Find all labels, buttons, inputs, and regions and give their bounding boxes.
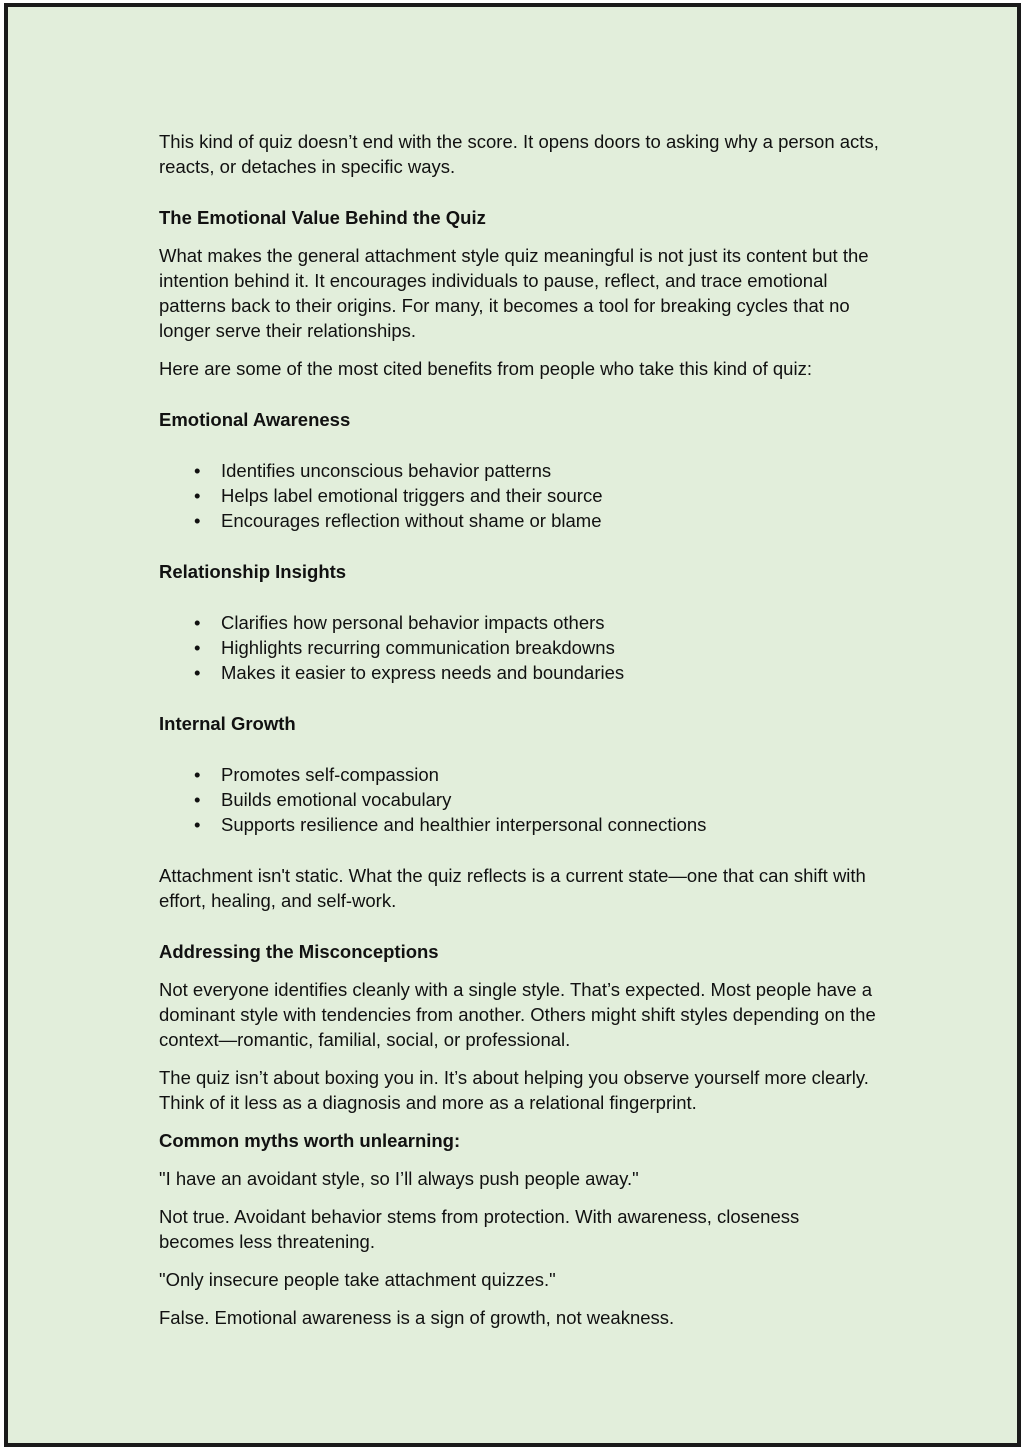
list-item [159,610,879,635]
list-item-text: Helps label emotional triggers and their source [221,485,603,506]
list-item-text: Promotes self-compassion [221,764,439,785]
bullet-icon: • [194,612,201,633]
list-item [159,483,879,508]
bullet-icon: • [194,485,201,506]
bullet-icon: • [194,637,201,658]
bullet-icon: • [194,789,201,810]
section-heading-emotional-awareness: Emotional Awareness [159,409,351,430]
emotional-value-paragraph-1: What makes the general attachment style quiz meaningful is not just its content but the intention behind it. It encourages individuals to pause, reflect, and trace emotional patterns back to their origins. For many, it becomes a tool for breaking cycles that no longer serve their relationships. [159,245,869,341]
page-frame [4,3,1021,1447]
relationship-insights-list [159,610,879,685]
myth-quote-2: "Only insecure people take attachment quizzes." [159,1269,556,1290]
myth-quote-1: "I have an avoidant style, so I’ll always push people away." [159,1168,639,1189]
bullet-icon: • [194,460,201,481]
attachment-note-paragraph: Attachment isn't static. What the quiz reflects is a current state—one that can shift with effort, healing, and self-work. [159,865,866,911]
bullet-icon: • [194,662,201,683]
misconceptions-paragraph-2: The quiz isn’t about boxing you in. It’s about helping you observe yourself more clearly. Think of it less as a diagnosis and more as a relational fingerprint. [159,1067,869,1113]
section-heading-emotional-value: The Emotional Value Behind the Quiz [159,207,486,228]
bullet-icon: • [194,814,201,835]
myth-answer-1: Not true. Avoidant behavior stems from protection. With awareness, closeness becomes less threatening. [159,1206,800,1252]
list-item [159,508,879,533]
list-item-text: Supports resilience and healthier interpersonal connections [221,814,707,835]
list-item-text: Clarifies how personal behavior impacts others [221,612,605,633]
list-item-text: Builds emotional vocabulary [221,789,452,810]
list-item-text: Encourages reflection without shame or blame [221,510,602,531]
list-item-text: Makes it easier to express needs and boundaries [221,662,625,683]
list-item-text: Identifies unconscious behavior patterns [221,460,552,481]
list-item [159,787,879,812]
list-item-text: Highlights recurring communication breakdowns [221,637,615,658]
list-item [159,458,879,483]
document-body [159,129,879,1343]
emotional-awareness-list [159,458,879,533]
list-item [159,762,879,787]
section-heading-internal-growth: Internal Growth [159,713,296,734]
bullet-icon: • [194,764,201,785]
section-heading-relationship-insights: Relationship Insights [159,561,347,582]
misconceptions-paragraph-1: Not everyone identifies cleanly with a single style. That’s expected. Most people have a dominant style with tendencies from another. Others might shift styles depending on the context—romantic, familial, social, or professional. [159,979,876,1050]
bullet-icon: • [194,510,201,531]
list-item [159,660,879,685]
myth-answer-2: False. Emotional awareness is a sign of growth, not weakness. [159,1307,675,1328]
section-heading-myths: Common myths worth unlearning: [159,1130,461,1151]
emotional-value-paragraph-2: Here are some of the most cited benefits from people who take this kind of quiz: [159,358,812,379]
section-heading-misconceptions: Addressing the Misconceptions [159,941,439,962]
internal-growth-list [159,762,879,837]
list-item [159,635,879,660]
intro-paragraph: This kind of quiz doesn’t end with the score. It opens doors to asking why a person acts, reacts, or detaches in specific ways. [159,131,879,177]
list-item [159,812,879,837]
